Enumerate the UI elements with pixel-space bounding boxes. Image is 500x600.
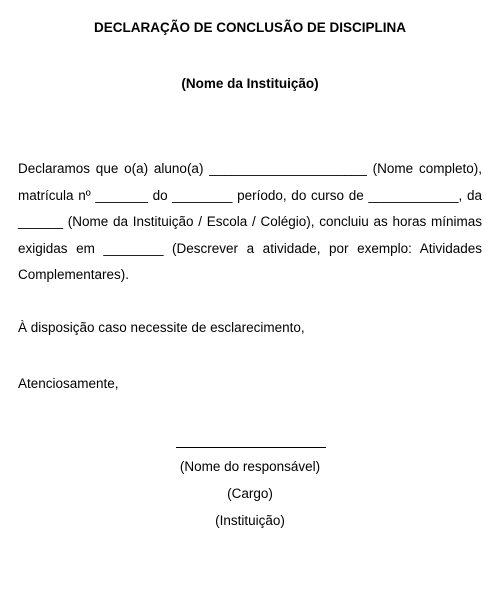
signer-institution: (Instituição) (215, 513, 285, 528)
availability-line: À disposição caso necessite de esclarecimento, (18, 320, 305, 335)
institution-header: (Nome da Instituição) (181, 76, 319, 91)
declaration-paragraph: Declaramos que o(a) aluno(a) _____________________ (Nome completo), matrícula nº _______ do ________ período, do curso de ____________, da ______ (Nome da Instituição / Escola / Colégio), concluiu as horas mínimas exigidas em ________ (Descrever a atividade, por exemplo: Atividades Complementares). (18, 161, 482, 282)
signer-name: (Nome do responsável) (179, 459, 321, 474)
signature-line (176, 447, 326, 448)
signer-role: (Cargo) (227, 486, 273, 501)
document-title: DECLARAÇÃO DE CONCLUSÃO DE DISCIPLINA (93, 20, 406, 35)
closing-line: Atenciosamente, (18, 376, 119, 391)
